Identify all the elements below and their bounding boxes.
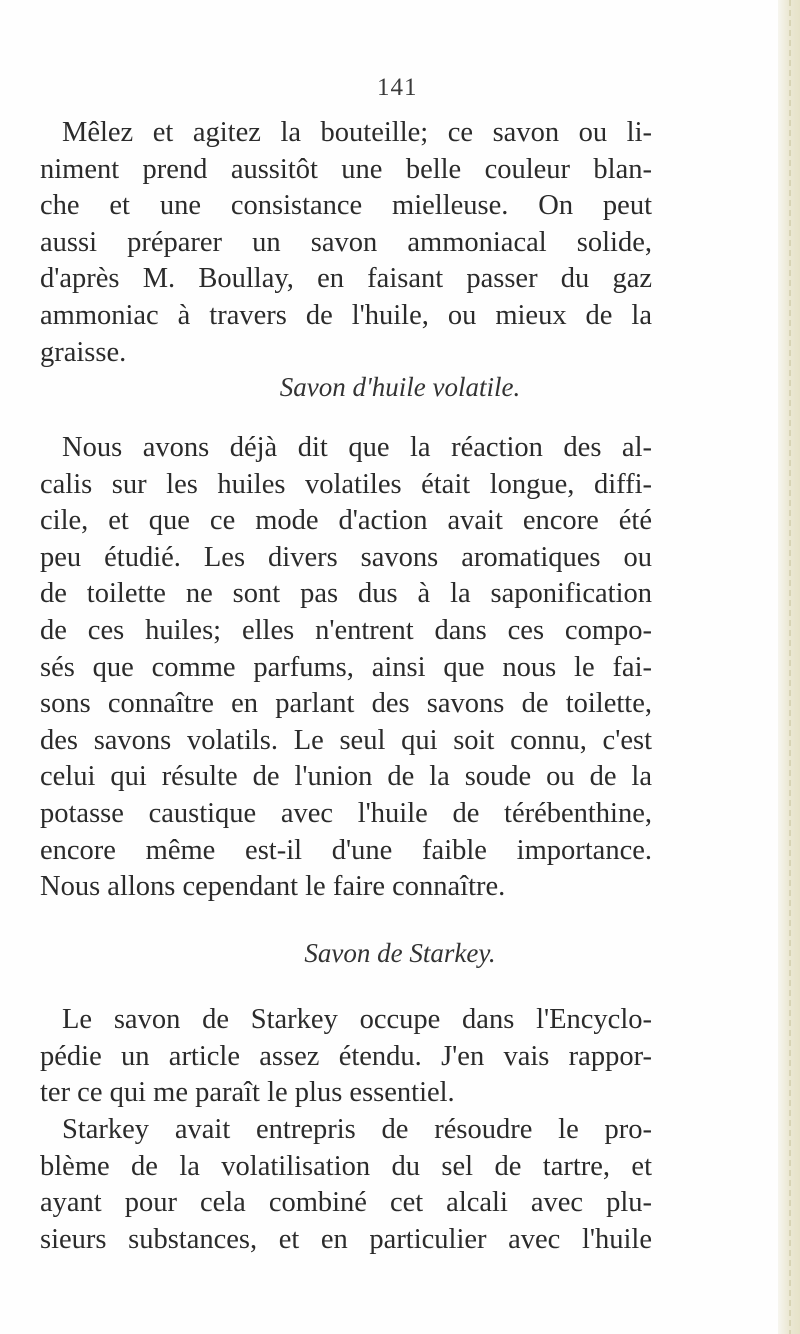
paragraph-2 [40, 430, 652, 906]
text-line: Mêlez et agitez la bouteille; ce savon ou li- [62, 117, 652, 148]
text-line: Nous allons cependant le faire connaître. [40, 871, 506, 903]
text-line: sons connaître en parlant des savons de toilette, [40, 688, 652, 720]
text-line: cile, et que ce mode d'action avait encore été [40, 505, 652, 537]
text-line: calis sur les huiles volatiles était longue, diffi- [40, 468, 652, 500]
text-line: potasse caustique avec l'huile de térébenthine, [40, 797, 652, 829]
paragraph-3 [40, 1002, 652, 1112]
text-line: che et une consistance mielleuse. On peut [40, 190, 652, 222]
text-line: Nous avons déjà dit que la réaction des al- [62, 432, 652, 463]
text-line: Le savon de Starkey occupe dans l'Encyclo- [62, 1004, 652, 1035]
text-line: d'après M. Boullay, en faisant passer du gaz [40, 263, 652, 295]
text-line: aussi préparer un savon ammoniacal solide, [40, 226, 652, 258]
text-line: ayant pour cela combiné cet alcali avec plu- [40, 1187, 652, 1219]
text-line: de toilette ne sont pas dus à la saponification [40, 578, 652, 610]
text-line: graisse. [40, 336, 127, 368]
text-line: de ces huiles; elles n'entrent dans ces compo- [40, 614, 652, 646]
paragraph-1 [40, 115, 652, 371]
text-line: pédie un article assez étendu. J'en vais rappor- [40, 1040, 652, 1072]
text-line: des savons volatils. Le seul qui soit connu, c'est [40, 724, 652, 756]
text-line: niment prend aussitôt une belle couleur blan- [40, 153, 652, 185]
text-line: sieurs substances, et en particulier avec l'huile [40, 1223, 652, 1255]
page-number: 141 [377, 74, 418, 101]
text-line: blème de la volatilisation du sel de tartre, et [40, 1150, 652, 1182]
section-heading-starkey: Savon de Starkey. [304, 938, 496, 968]
page-edge-texture [789, 0, 791, 1334]
paragraph-4 [40, 1112, 652, 1258]
text-line: celui qui résulte de l'union de la soude ou de la [40, 761, 652, 793]
text-line: peu étudié. Les divers savons aromatiques ou [40, 541, 652, 573]
text-line: encore même est-il d'une faible importance. [40, 834, 652, 866]
text-line: ammoniac à travers de l'huile, ou mieux de la [40, 299, 652, 331]
text-line: sés que comme parfums, ainsi que nous le fai- [40, 651, 652, 683]
text-line: Starkey avait entrepris de résoudre le pro- [62, 1114, 652, 1145]
text-line: ter ce qui me paraît le plus essentiel. [40, 1077, 455, 1109]
section-heading-huile-volatile: Savon d'huile volatile. [279, 372, 521, 402]
